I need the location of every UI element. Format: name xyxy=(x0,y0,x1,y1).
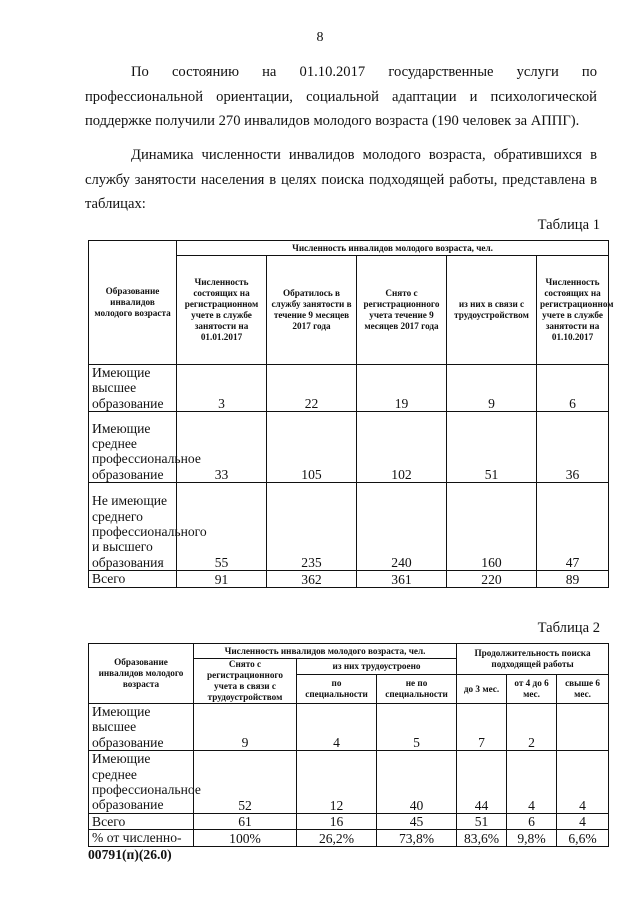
paragraph-dynamics: Динамика численности инвалидов молодого возраста, обратившихся в службу занятости населения в целях поиска подходящей работы, представлена в таблицах: xyxy=(85,147,597,212)
row-label: Не имеющие среднего профессионального и высшего образования xyxy=(89,483,177,571)
row-label: Всего xyxy=(89,571,177,587)
cell: 220 xyxy=(447,571,537,587)
cell: 9 xyxy=(447,365,537,412)
table2-caption: Таблица 2 xyxy=(537,620,600,636)
table2-col-header: Снято с регистрационного учета в связи с трудоустройством xyxy=(194,659,297,704)
table-row xyxy=(89,704,609,751)
cell: 51 xyxy=(457,813,507,829)
cell: 235 xyxy=(267,483,357,571)
cell: 44 xyxy=(457,751,507,814)
table-row-total xyxy=(89,813,609,829)
cell: 9 xyxy=(194,704,297,751)
row-label: Имеющие среднее профессиональное образование xyxy=(89,751,194,814)
table1-col-header: Снято с регистрационного учета течение 9 месяцев 2017 года xyxy=(357,256,447,365)
table2-col-header: свыше 6 мес. xyxy=(557,675,609,704)
document-code: 00791(п)(26.0) xyxy=(88,847,172,862)
table2-subgroup-header: из них трудоустроено xyxy=(297,659,457,675)
cell: 9,8% xyxy=(507,830,557,846)
table2-row-header: Образование инвалидов молодого возраста xyxy=(89,644,194,704)
cell: 26,2% xyxy=(297,830,377,846)
table2-duration-header: Продолжительность поиска подходящей работы xyxy=(457,644,609,675)
table2-col-header: от 4 до 6 мес. xyxy=(507,675,557,704)
cell: 100% xyxy=(194,830,297,846)
table1-col-header: Численность состоящих на регистрационном учете в службе занятости на 01.01.2017 xyxy=(177,256,267,365)
table2 xyxy=(88,643,609,847)
table2-col-header: до 3 мес. xyxy=(457,675,507,704)
table2-group-header: Численность инвалидов молодого возраста, чел. xyxy=(194,644,457,659)
paragraph-services: По состоянию на 01.10.2017 государственные услуги по профессиональной ориентации, социальной адаптации и психологической поддержке получили 270 инвалидов молодого возраста (190 человек за АППГ). xyxy=(85,64,597,129)
row-label: Имеющие высшее образование xyxy=(89,704,194,751)
cell: 4 xyxy=(297,704,377,751)
cell: 2 xyxy=(507,704,557,751)
table1-caption: Таблица 1 xyxy=(537,217,600,233)
row-label: Всего xyxy=(89,813,194,829)
table-row xyxy=(89,483,609,571)
cell: 3 xyxy=(177,365,267,412)
page-number: 8 xyxy=(316,30,324,45)
cell: 16 xyxy=(297,813,377,829)
cell: 36 xyxy=(537,412,609,483)
cell: 12 xyxy=(297,751,377,814)
cell: 4 xyxy=(557,751,609,814)
table-row-total xyxy=(89,571,609,587)
cell: 4 xyxy=(557,813,609,829)
table-row xyxy=(89,751,609,814)
table-row xyxy=(89,412,609,483)
cell: 73,8% xyxy=(377,830,457,846)
cell: 45 xyxy=(377,813,457,829)
cell: 240 xyxy=(357,483,447,571)
cell: 47 xyxy=(537,483,609,571)
cell: 40 xyxy=(377,751,457,814)
cell: 55 xyxy=(177,483,267,571)
cell: 89 xyxy=(537,571,609,587)
cell: 22 xyxy=(267,365,357,412)
table-row xyxy=(89,365,609,412)
cell: 362 xyxy=(267,571,357,587)
table1-col-header: из них в связи с трудоустройством xyxy=(447,256,537,365)
cell: 6 xyxy=(537,365,609,412)
cell: 19 xyxy=(357,365,447,412)
table1-group-header: Численность инвалидов молодого возраста, чел. xyxy=(177,241,609,256)
cell: 4 xyxy=(507,751,557,814)
cell: 5 xyxy=(377,704,457,751)
table1-col-header: Численность состоящих на регистрационном учете в службе занятости на 01.10.2017 xyxy=(537,256,609,365)
cell: 52 xyxy=(194,751,297,814)
cell: 61 xyxy=(194,813,297,829)
table1 xyxy=(88,240,614,588)
cell: 6 xyxy=(507,813,557,829)
table2-col-header: не по специальности xyxy=(377,675,457,704)
table1-row-header: Образование инвалидов молодого возраста xyxy=(89,241,177,365)
row-label: % от численно- xyxy=(89,830,194,846)
cell: 105 xyxy=(267,412,357,483)
cell: 33 xyxy=(177,412,267,483)
cell: 91 xyxy=(177,571,267,587)
cell: 361 xyxy=(357,571,447,587)
cell xyxy=(557,704,609,751)
table-row-percent xyxy=(89,830,609,846)
cell: 160 xyxy=(447,483,537,571)
cell: 83,6% xyxy=(457,830,507,846)
row-label: Имеющие высшее образование xyxy=(89,365,177,412)
cell: 6,6% xyxy=(557,830,609,846)
row-label: Имеющие среднее профессиональное образование xyxy=(89,412,177,483)
table1-col-header: Обратилось в службу занятости в течение 9 месяцев 2017 года xyxy=(267,256,357,365)
cell: 7 xyxy=(457,704,507,751)
cell: 102 xyxy=(357,412,447,483)
cell: 51 xyxy=(447,412,537,483)
table2-col-header: по специальности xyxy=(297,675,377,704)
